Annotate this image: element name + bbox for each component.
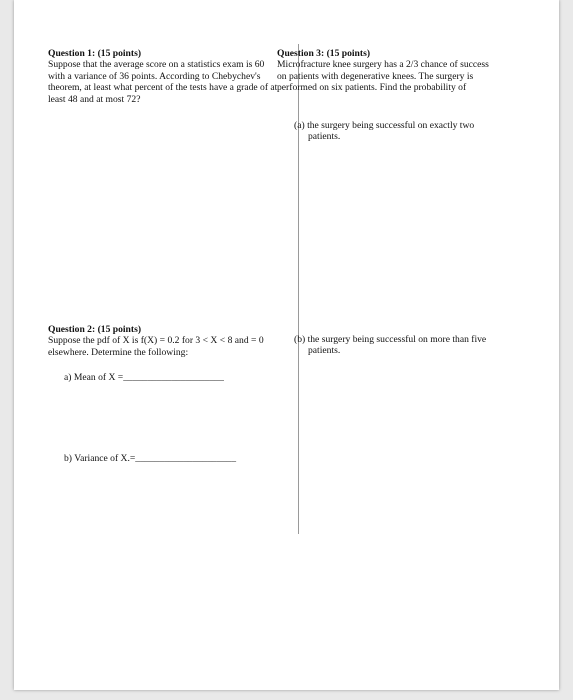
question-1-title: Question 1: (15 points) [48,48,142,59]
question-3-part-a [294,120,508,143]
question-2-part-b [64,453,284,464]
question-3-part-a-text: the surgery being successful on exactly two patients. [307,120,475,143]
question-2-text: Suppose the pdf of X is f(X) = 0.2 for 3 < X < 8 and = 0 elsewhere. Determine the following: [48,335,264,358]
column-divider [298,44,299,534]
question-3-part-b [294,334,513,357]
question-3-title: Question 3: (15 points) [277,48,371,59]
question-3-text: Microfracture knee surgery has a 2/3 chance of success on patients with degenerative knees. The surgery is performed on six patients. Find the probability of [277,59,489,94]
question-2-part-a [64,372,264,383]
question-1 [48,48,278,105]
question-2-part-b-text: b) Variance of X.=_____________________ [64,453,237,464]
question-3-part-b-text: the surgery being successful on more than five patients. [307,334,487,357]
question-2-part-a-text: a) Mean of X =_____________________ [64,372,224,383]
question-2-title: Question 2: (15 points) [48,324,142,335]
question-3-part-b-label: (b) [294,334,306,345]
question-1-text: Suppose that the average score on a statistics exam is 60 with a variance of 36 points. According to Chebychev's theorem, at least what percent of the tests have a grade of at least 48 and at most 72? [48,59,278,105]
question-2 [48,324,278,358]
question-3-part-a-label: (a) [294,120,305,131]
question-3 [277,48,495,94]
